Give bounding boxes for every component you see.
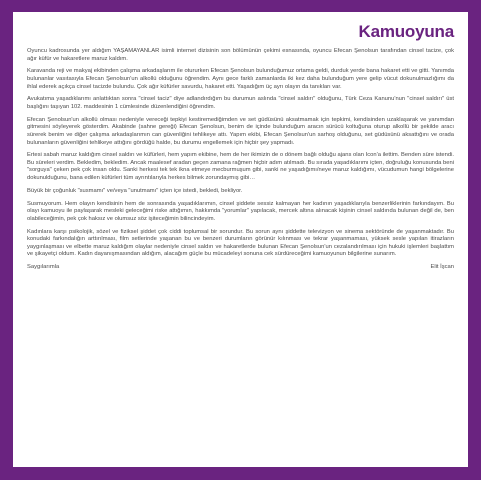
paragraph-1: Oyuncu kadrosunda yer aldığım YAŞAMAYANLAR isimli internet dizisinin son bölümünün çekimi esnasında, oyuncu Efecan Şenolsun tarafından cinsel tacize, çok ağır küfür ve hakaretlere maruz kaldım. (27, 48, 454, 62)
paragraph-5: Ertesi sabah maruz kaldığım cinsel saldırı ve küfürleri, hem yapım ekibine, hem de her ikimizin de o dönem bağlı olduğu ajans olan Icon'a ilettim. Benden süre istendi. Bu süreleri verdim. Bekledim, bekledim. Ancak maalesef aradan geçen zamana rağmen hiçbir adım atılmadı. Bu sırada yaşadıklarımı içten, doğruluğu konusunda beni "sorguya" çeken pek çok insan oldu. Sanki herkesi tek tek ikna etmeye mecburmuşum gibi, sanki ne yaşadığımı/neye maruz kaldığımı, vücudumun hangi bölgelerine dokunulduğunu, bana edilen küfürleri tüm ayrıntılarıyla herkes bilmek zorundaymış gibi… (27, 152, 454, 182)
paragraph-3: Avukatıma yaşadıklarımı anlattıktan sonra "cinsel taciz" diye adlandırdığım bu durumun aslında "cinsel saldırı" olduğunu, Türk Ceza Kanunu'nun "cinsel saldırı" üst başlığını taşıyan 102. maddesinin 1 cümlesinde düzenlendiğini öğrendim. (27, 96, 454, 110)
paragraph-8: Kadınlara karşı psikolojik, sözel ve fiziksel şiddet çok ciddi toplumsal bir sorundur. Bu sorun aynı şiddette televizyon ve sinema sektöründe de yaşanmaktadır. Bu konudaki farkındalığın arttırılması, film setlerinde yaşanan bu ve benzeri durumların görünür kılınması ve tekrar yaşanmaması, yüksek sesle yapılan itirazların yaygınlaşması ve elbette maruz kaldığım olaylar nedeniyle cinsel saldırı ve hakaretlerde bulunan Efecan Şenolsun'un cezalandırılması için hukuki işlemleri başlattım ve şikayetçi oldum. Kadın dayanışmasından aldığım, alacağım güçle bu mücadeleyi sonuna cek sürdüreceğimi kamuoyunun bilgilerine sunarım. (27, 228, 454, 258)
paragraph-6: Büyük bir çoğunluk "susmamı" ve/veya "unutmamı" içten içe istedi, bekledi, bekliyor. (27, 187, 243, 194)
page-title: Kamuoyuna (358, 22, 454, 41)
signature-name: Elit İşcan (430, 264, 454, 271)
statement-card (13, 12, 468, 467)
paragraph-7: Susmuyorum. Hem olayın kendisinin hem de sonrasında yaşadıklarımın, cinsel şiddete sessiz kalmayan her kadının yaşadıklarıyla benzerliklerinin farkındayım. Bu olayı kamuoyu ile paylaşarak mesleki geleceğimi riske attığımın, hakkımda "yorumlar" yapılacak, mercek altına alınacak kişinin cinsel saldırıda bulunan değil de, ben olabileceğimin, pek çok haksız ve olumsuz söz işiteceğimin bilincindeyim. (27, 200, 454, 222)
paragraph-2: Karavanda reji ve makyaj ekibinden çalışma arkadaşlarım ile otururken Efecan Şenolsun bulunduğumuz ortama geldi, durduk yerde bana hakaret etti ve gitti. Yanımda bulunanlar vasıtasıyla Efecan Şenolsun'un alkollü olduğunu öğrendim. Aynı gece farklı zamanlarda iki kez daha bulunduğum yere gelip vücut dokunulmazlığımı da ihlal ederek açıkça cinsel tacizde bulundu. Çok ağır küfürler savurdu, hakaret etti. Yaşadığım üç ayrı olayın da tanıkları var. (27, 68, 454, 90)
paragraph-4: Efecan Şenolsun'un alkollü olması nedeniyle vereceği tepkiyi kestiremediğimden ve set güdüsünü aksatmamak için tepkimi, kendisinden uzaklaşarak ve yanımdan gitmesini söyleyerek gösterdim. Akabinde (sahne gereği) Efecan Şenolsun, benim de içinde bulunduğum aracın sürücü koltuğuna oturup alkollü bir şekilde aracı sürerek benim ve diğer çalışma arkadaşlarımın can güvenliğini tehlikeye attı. Yapım ekibi, Efecan Şenolsun'un sarhoş olduğunu, set güdüsünü aksattığını ve orada bulunanların güvenliğini tehlikeye attığını gördüğü halde, bu durumu engellemek için hiçbir şey yapmadı. (27, 116, 454, 146)
signature-row (27, 264, 454, 272)
closing-text: Saygılarımla (27, 264, 60, 271)
